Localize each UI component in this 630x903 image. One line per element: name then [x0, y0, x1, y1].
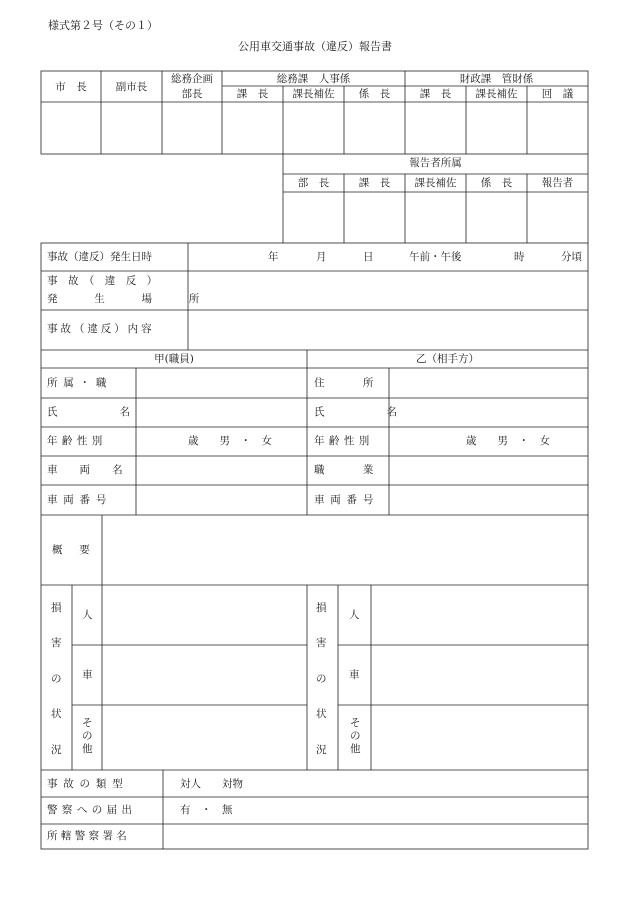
damage-person-field[interactable] [102, 585, 307, 645]
name-field[interactable] [136, 398, 307, 427]
accident-type-options[interactable]: 対人 対物 [180, 778, 243, 790]
reporter-bucho-stamp-cell[interactable] [283, 192, 344, 243]
vehicle-no-field[interactable] [136, 485, 307, 515]
datetime-label: 事故（違反）発生日時 [47, 251, 152, 263]
summary-label: 概 要 [52, 544, 93, 556]
zaisei-kacho-hosa-label: 課長補佐 [475, 88, 518, 100]
name-label: 氏 名 [47, 406, 144, 418]
damage-other-label-2: の [82, 730, 93, 742]
damage-other-label-otsu-2: の [350, 730, 361, 742]
damage-label-otsu-char-2: 害 [316, 637, 327, 649]
reporter-kacho-stamp-cell[interactable] [344, 192, 405, 243]
damage-other-label-otsu-3: 他 [350, 743, 361, 755]
planning-director-stamp-cell[interactable] [162, 102, 222, 154]
content-field[interactable] [188, 310, 588, 350]
address-field[interactable] [389, 368, 588, 398]
accident-type-label: 事故の類型 [47, 778, 129, 790]
reporter-stamp-cell[interactable] [527, 192, 588, 243]
damage-other-field[interactable] [102, 705, 307, 770]
soumu-kacho-stamp-cell[interactable] [222, 102, 283, 154]
soumu-kacho-label: 課 長 [236, 88, 269, 100]
form-number: 様式第２号（その１） [48, 19, 158, 32]
datetime-ampm: 午前・午後 [409, 251, 462, 263]
damage-label-otsu-char-4: 状 [316, 708, 327, 720]
zaisei-group-label: 財政課 管財係 [459, 73, 534, 85]
zaisei-kacho-label: 課 長 [419, 88, 452, 100]
zaisei-kacho-hosa-stamp-cell[interactable] [466, 102, 527, 154]
party-kou-header: 甲(職員) [154, 353, 194, 365]
damage-label-otsu-char-3: の [316, 673, 327, 685]
zaisei-kacho-stamp-cell[interactable] [405, 102, 466, 154]
vice-mayor-label: 副市長 [115, 81, 148, 93]
damage-car-label: 車 [82, 669, 93, 681]
age-sex-value: 歳 男 ・ 女 [188, 435, 272, 447]
damage-label-otsu-char-5: 況 [316, 744, 327, 756]
damage-label-char-4: 状 [51, 708, 62, 720]
planning-director-label-2: 部長 [181, 88, 203, 100]
reporter-group-label: 報告者所属 [409, 157, 462, 169]
damage-other-label-1: そ [82, 717, 93, 729]
reporter-kakaricho-stamp-cell[interactable] [466, 192, 527, 243]
soumu-group-label: 総務課 人事係 [276, 73, 351, 85]
document-title: 公用車交通事故（違反）報告書 [238, 40, 392, 53]
name-field-otsu[interactable] [389, 398, 588, 427]
reporter-kacho-hosa-stamp-cell[interactable] [405, 192, 466, 243]
reporter-bucho-label: 部 長 [297, 177, 330, 189]
police-station-label: 所轄警察署名 [47, 830, 131, 842]
age-sex-label-otsu: 年齢性別 [314, 435, 374, 447]
datetime-year: 年 [268, 251, 279, 263]
occupation-field[interactable] [389, 456, 588, 485]
vehicle-no-label: 車両番号 [47, 494, 113, 506]
police-report-options[interactable]: 有 ・ 無 [180, 804, 233, 816]
vehicle-name-field[interactable] [136, 456, 307, 485]
party-otsu-header: 乙（相手方） [416, 353, 479, 365]
damage-other-label-3: 他 [82, 743, 93, 755]
damage-label-char-1: 損 [51, 602, 62, 614]
place-label-line1: 事 故 （ 違 反 ） [47, 275, 158, 287]
damage-other-field-otsu[interactable] [371, 705, 588, 770]
vehicle-no-label-otsu: 車両番号 [314, 494, 380, 506]
mayor-label: 市 長 [55, 81, 87, 93]
damage-person-label: 人 [82, 609, 93, 621]
reporter-kacho-hosa-label: 課長補佐 [414, 177, 457, 189]
damage-label-char-3: の [51, 673, 62, 685]
kaigi-stamp-cell[interactable] [527, 102, 588, 154]
reporter-label: 報告者 [541, 177, 574, 189]
police-report-label: 警察への届出 [47, 804, 137, 816]
datetime-minute: 分頃 [561, 251, 582, 263]
age-sex-label: 年齢性別 [47, 435, 107, 447]
datetime-day: 日 [363, 251, 374, 263]
police-station-field[interactable] [163, 824, 588, 849]
place-field[interactable] [188, 271, 588, 310]
soumu-kacho-hosa-label: 課長補佐 [292, 88, 335, 100]
datetime-field[interactable] [188, 243, 588, 271]
datetime-month: 月 [316, 251, 327, 263]
damage-person-field-otsu[interactable] [371, 585, 588, 645]
kaigi-label: 回 議 [541, 88, 574, 100]
soumu-kakaricho-stamp-cell[interactable] [344, 102, 405, 154]
affiliation-field[interactable] [136, 368, 307, 398]
damage-person-label-otsu: 人 [349, 609, 360, 621]
soumu-kacho-hosa-stamp-cell[interactable] [283, 102, 344, 154]
soumu-kakaricho-label: 係 長 [358, 88, 391, 100]
damage-car-label-otsu: 車 [349, 669, 360, 681]
vice-mayor-stamp-cell[interactable] [101, 102, 162, 154]
affiliation-label: 所属・職 [47, 377, 113, 389]
vehicle-name-label: 車 両 名 [47, 464, 129, 476]
name-label-otsu: 氏 名 [314, 406, 411, 418]
damage-label-otsu-char-1: 損 [316, 602, 327, 614]
address-label: 住 所 [314, 377, 380, 389]
occupation-label: 職 業 [314, 464, 380, 476]
summary-field[interactable] [102, 515, 588, 585]
mayor-stamp-cell[interactable] [41, 102, 101, 154]
damage-car-field-otsu[interactable] [371, 645, 588, 705]
content-label: 事故（違反）内容 [47, 323, 155, 335]
place-label-line2: 発 生 場 所 [47, 293, 213, 305]
datetime-hour: 時 [514, 251, 525, 263]
damage-other-label-otsu-1: そ [350, 717, 361, 729]
vehicle-no-field-otsu[interactable] [389, 485, 588, 515]
planning-director-label-1: 総務企画 [171, 73, 213, 85]
reporter-kakaricho-label: 係 長 [480, 177, 513, 189]
age-sex-value-otsu: 歳 男 ・ 女 [466, 435, 550, 447]
reporter-kacho-label: 課 長 [358, 177, 391, 189]
damage-label-char-2: 害 [51, 637, 62, 649]
damage-car-field[interactable] [102, 645, 307, 705]
damage-label-char-5: 況 [51, 744, 62, 756]
